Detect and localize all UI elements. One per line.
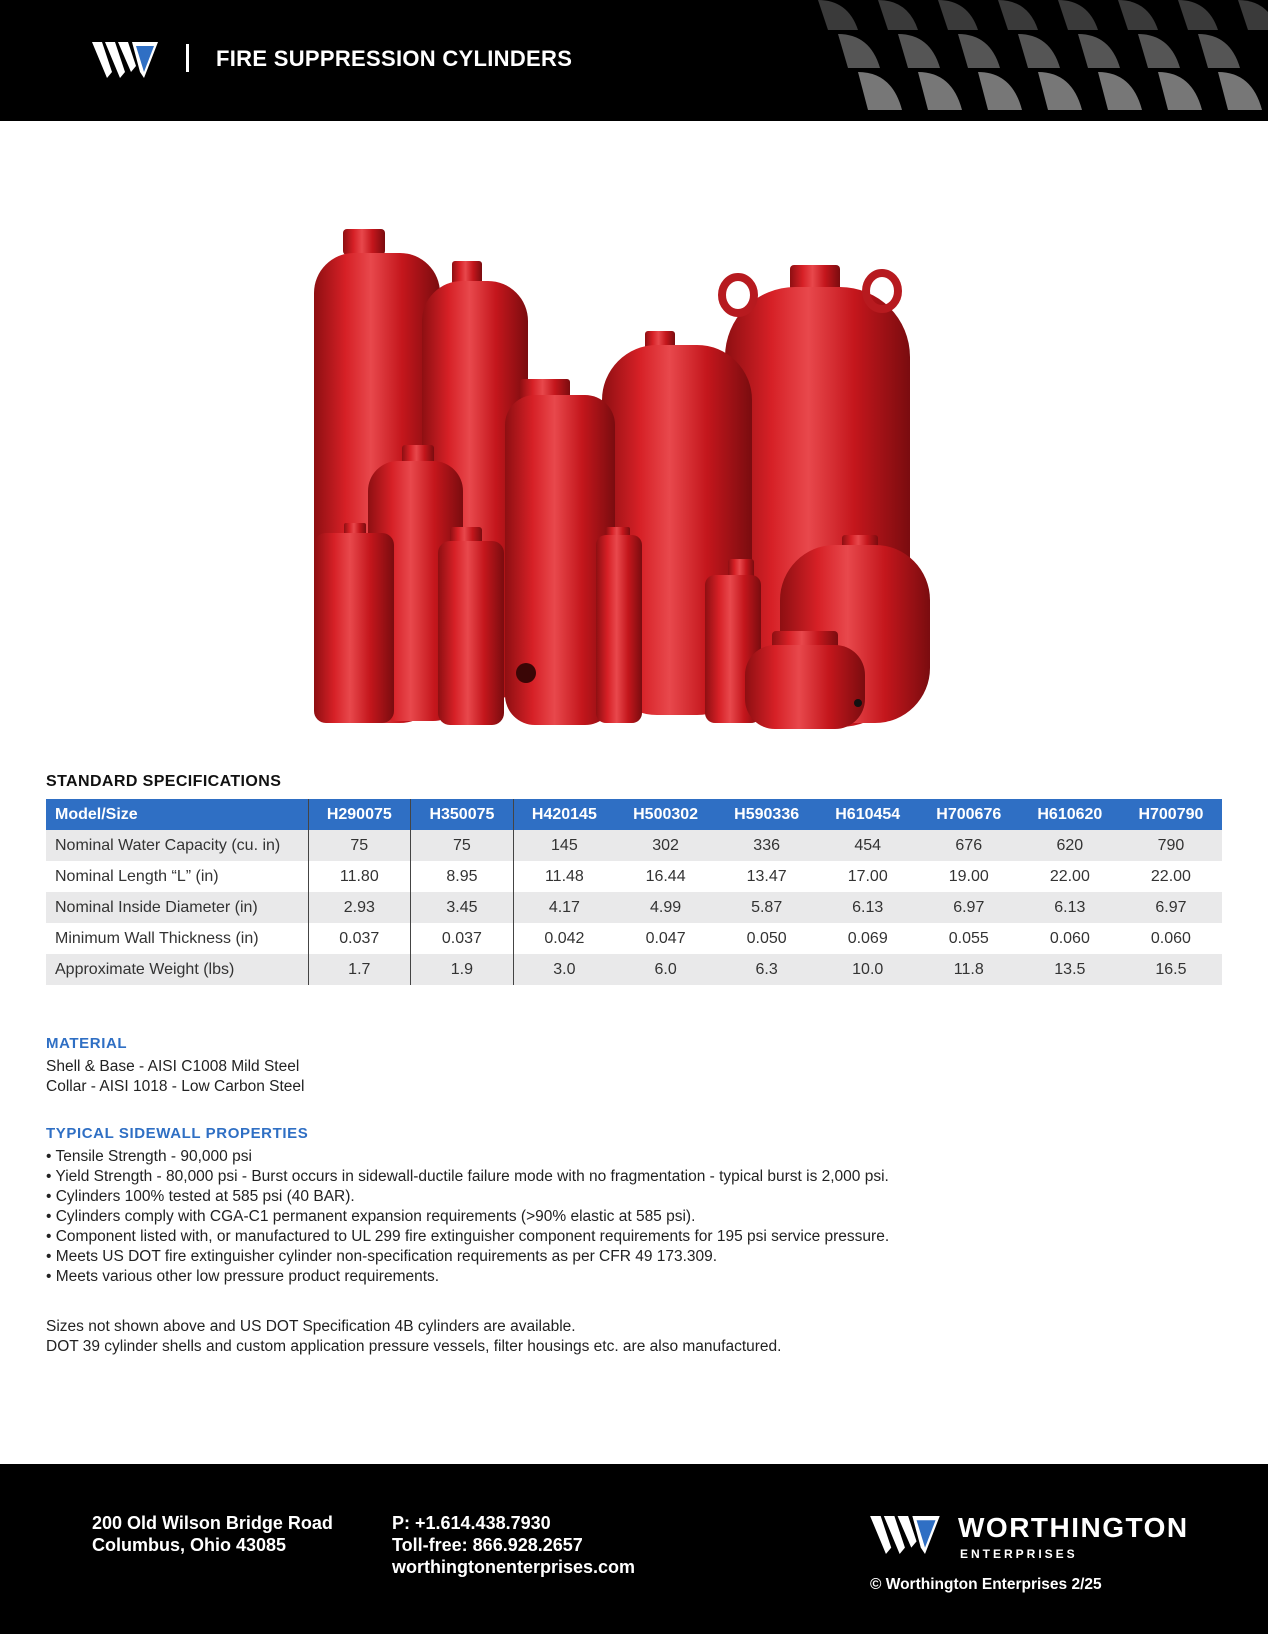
table-cell: 6.97 xyxy=(1120,892,1221,923)
table-cell: 0.055 xyxy=(918,923,1019,954)
table-cell: 6.0 xyxy=(615,954,716,985)
sidewall-bullet: • Cylinders comply with CGA-C1 permanent expansion requirements (>90% elastic at 585 psi). xyxy=(46,1208,696,1225)
table-cell: 19.00 xyxy=(918,861,1019,892)
table-header-cell: H610620 xyxy=(1019,799,1120,830)
material-line: Shell & Base - AISI C1008 Mild Steel xyxy=(46,1058,300,1075)
table-cell: 0.042 xyxy=(513,923,615,954)
table-header-cell: H700790 xyxy=(1120,799,1221,830)
table-cell: 75 xyxy=(411,830,514,861)
table-row xyxy=(46,861,1222,892)
table-cell: 22.00 xyxy=(1019,861,1120,892)
spec-section-heading: STANDARD SPECIFICATIONS xyxy=(46,773,282,790)
table-row xyxy=(46,892,1222,923)
table-cell: Nominal Inside Diameter (in) xyxy=(46,892,308,923)
table-header-cell: H590336 xyxy=(716,799,817,830)
availability-note: Sizes not shown above and US DOT Specification 4B cylinders are available. xyxy=(46,1318,576,1335)
worthington-logo-icon xyxy=(870,1516,942,1554)
table-cell: Approximate Weight (lbs) xyxy=(46,954,308,985)
table-cell: 6.13 xyxy=(1019,892,1120,923)
table-cell: 13.5 xyxy=(1019,954,1120,985)
table-cell: 75 xyxy=(308,830,411,861)
brand-subtitle: ENTERPRISES xyxy=(960,1547,1078,1561)
footer-address xyxy=(92,1512,333,1556)
table-cell: 145 xyxy=(513,830,615,861)
table-cell: 22.00 xyxy=(1120,861,1221,892)
table-cell: 0.050 xyxy=(716,923,817,954)
table-cell: 336 xyxy=(716,830,817,861)
table-cell: Nominal Length “L” (in) xyxy=(46,861,308,892)
spec-table xyxy=(46,799,1222,985)
table-header-cell: H350075 xyxy=(411,799,514,830)
footer-contact xyxy=(392,1512,635,1578)
table-header-cell: Model/Size xyxy=(46,799,308,830)
header-divider xyxy=(186,44,189,72)
table-header-cell: H290075 xyxy=(308,799,411,830)
page-title: FIRE SUPPRESSION CYLINDERS xyxy=(216,46,573,71)
table-cell: 0.060 xyxy=(1019,923,1120,954)
table-cell: 6.13 xyxy=(817,892,918,923)
table-cell: Minimum Wall Thickness (in) xyxy=(46,923,308,954)
table-cell: 5.87 xyxy=(716,892,817,923)
table-cell: 6.97 xyxy=(918,892,1019,923)
table-cell: 6.3 xyxy=(716,954,817,985)
table-header-row xyxy=(46,799,1222,830)
sidewall-bullet: • Component listed with, or manufactured to UL 299 fire extinguisher component requirements for 195 psi service pressure. xyxy=(46,1228,890,1245)
table-cell: 8.95 xyxy=(411,861,514,892)
table-cell: 13.47 xyxy=(716,861,817,892)
table-cell: 0.037 xyxy=(411,923,514,954)
table-cell: 0.047 xyxy=(615,923,716,954)
copyright-text: © Worthington Enterprises 2/25 xyxy=(870,1576,1102,1593)
table-cell: 4.99 xyxy=(615,892,716,923)
table-cell: Nominal Water Capacity (cu. in) xyxy=(46,830,308,861)
table-row xyxy=(46,954,1222,985)
website-link[interactable]: worthingtonenterprises.com xyxy=(392,1557,636,1577)
table-cell: 3.0 xyxy=(513,954,615,985)
worthington-logo-icon xyxy=(92,42,160,78)
table-cell: 454 xyxy=(817,830,918,861)
table-cell: 4.17 xyxy=(513,892,615,923)
sidewall-bullet: • Yield Strength - 80,000 psi - Burst occurs in sidewall-ductile failure mode with no fragmentation - typical burst is 2,000 psi. xyxy=(46,1168,889,1185)
phone-number: P: +1.614.438.7930 xyxy=(392,1513,551,1533)
table-cell: 3.45 xyxy=(411,892,514,923)
sidewall-bullet: • Meets various other low pressure product requirements. xyxy=(46,1268,440,1285)
header-pattern-decoration xyxy=(798,0,1268,121)
sidewall-bullet: • Meets US DOT fire extinguisher cylinder non-specification requirements as per CFR 49 173.309. xyxy=(46,1248,718,1265)
table-cell: 17.00 xyxy=(817,861,918,892)
table-cell: 0.069 xyxy=(817,923,918,954)
table-cell: 1.9 xyxy=(411,954,514,985)
table-cell: 302 xyxy=(615,830,716,861)
availability-note: DOT 39 cylinder shells and custom application pressure vessels, filter housings etc. are also manufactured. xyxy=(46,1338,782,1355)
table-cell: 2.93 xyxy=(308,892,411,923)
tollfree-number: Toll-free: 866.928.2657 xyxy=(392,1535,583,1555)
material-heading: MATERIAL xyxy=(46,1035,128,1052)
table-cell: 10.0 xyxy=(817,954,918,985)
cylinders-product-photo xyxy=(300,225,970,755)
table-header-cell: H500302 xyxy=(615,799,716,830)
table-cell: 1.7 xyxy=(308,954,411,985)
table-cell: 11.48 xyxy=(513,861,615,892)
brand-name: WORTHINGTON xyxy=(958,1512,1189,1543)
table-cell: 676 xyxy=(918,830,1019,861)
table-row xyxy=(46,923,1222,954)
sidewall-bullet: • Cylinders 100% tested at 585 psi (40 BAR). xyxy=(46,1188,355,1205)
table-cell: 620 xyxy=(1019,830,1120,861)
table-row xyxy=(46,830,1222,861)
address-line: Columbus, Ohio 43085 xyxy=(92,1535,287,1555)
table-cell: 16.5 xyxy=(1120,954,1221,985)
sidewall-bullet: • Tensile Strength - 90,000 psi xyxy=(46,1148,252,1165)
sidewall-heading: TYPICAL SIDEWALL PROPERTIES xyxy=(46,1125,309,1142)
table-header-cell: H610454 xyxy=(817,799,918,830)
table-cell: 790 xyxy=(1120,830,1221,861)
table-cell: 0.060 xyxy=(1120,923,1221,954)
page-footer xyxy=(0,1464,1268,1634)
table-cell: 0.037 xyxy=(308,923,411,954)
table-header-cell: H700676 xyxy=(918,799,1019,830)
table-cell: 16.44 xyxy=(615,861,716,892)
table-cell: 11.80 xyxy=(308,861,411,892)
material-line: Collar - AISI 1018 - Low Carbon Steel xyxy=(46,1078,305,1095)
table-cell: 11.8 xyxy=(918,954,1019,985)
table-header-cell: H420145 xyxy=(513,799,615,830)
address-line: 200 Old Wilson Bridge Road xyxy=(92,1513,333,1533)
page-header xyxy=(0,0,1268,121)
